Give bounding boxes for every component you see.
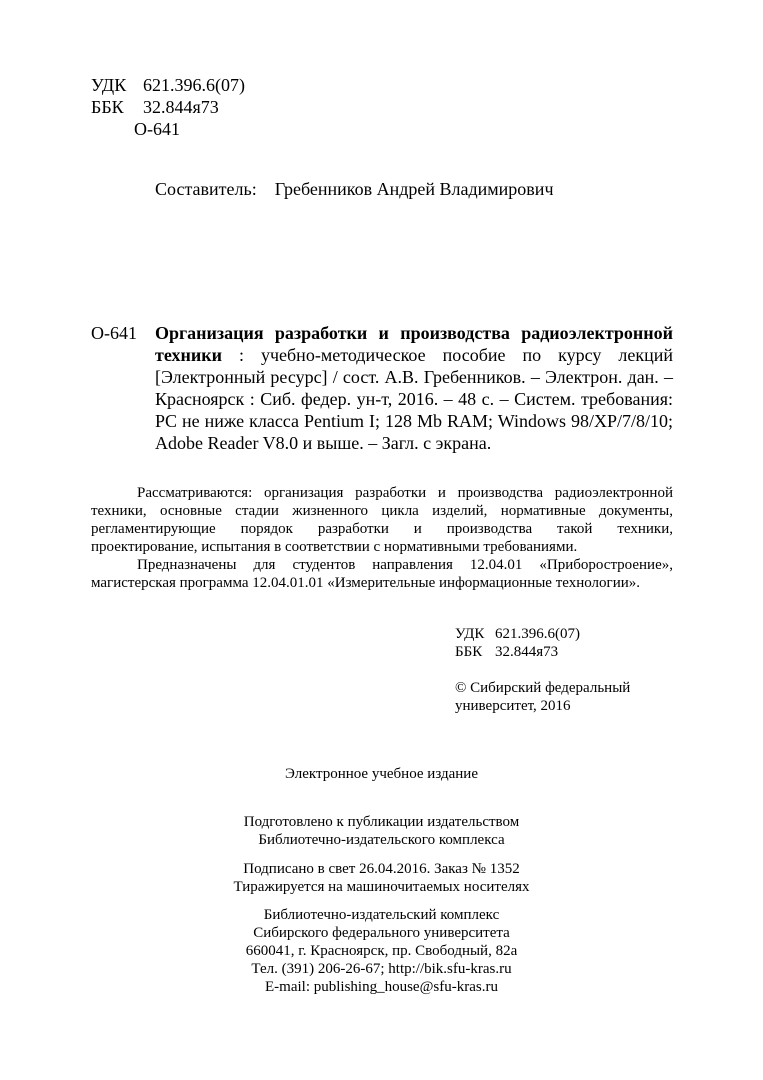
prepared-notice — [0, 813, 763, 849]
annotation-title-line — [155, 322, 673, 344]
bottom-udk-row — [455, 625, 580, 643]
signed-line-2: Тиражируется на машиночитаемых носителях — [233, 879, 530, 895]
summary-text — [91, 484, 673, 592]
compiler-line — [155, 178, 554, 200]
copyright-line-1: © Сибирский федеральный — [455, 680, 631, 696]
summary-p2-line: магистерская программа 12.04.01.01 «Измерительные информационные технологии». — [91, 575, 641, 591]
udk-value: 621.396.6(07) — [143, 75, 245, 95]
edition-type-text: Электронное учебное издание — [285, 766, 478, 782]
publisher-line-1: Библиотечно-издательский комплекс — [263, 907, 500, 923]
publisher-info — [0, 906, 763, 996]
annotation-line-1 — [155, 344, 673, 366]
summary-p1-line: техники, основные стадии жизненного цикла изделий, нормативные документы, — [91, 503, 673, 519]
publisher-line-2: Сибирского федерального университета — [253, 925, 510, 941]
annotation-line-5: Adobe Reader V8.0 и выше. – Загл. с экрана. — [155, 433, 492, 453]
signed-line-1: Подписано в свет 26.04.2016. Заказ № 1352 — [243, 861, 520, 877]
compiler-label: Составитель: — [155, 179, 257, 199]
copyright-notice — [455, 679, 630, 715]
author-mark: О-641 — [134, 119, 180, 139]
bottom-classification-codes — [455, 625, 580, 661]
signed-notice — [0, 860, 763, 896]
summary-p1-line: регламентирующие порядок разработки и производства такой техники, — [91, 521, 673, 537]
annotation-code: О-641 — [91, 323, 137, 343]
annotation-line-2: [Электронный ресурс] / сост. А.В. Гребенников. – Электрон. дан. – — [155, 367, 673, 387]
publisher-line-5: E-mail: publishing_house@sfu-kras.ru — [265, 979, 498, 995]
summary-p1-line: проектирование, испытания в соответствии с нормативными требованиями. — [91, 539, 578, 555]
prepared-line-2: Библиотечно-издательского комплекса — [258, 832, 505, 848]
author-mark-row — [91, 118, 245, 140]
bottom-bbk-label: ББК — [455, 644, 483, 660]
udk-label: УДК — [91, 75, 127, 95]
bottom-udk-value: 621.396.6(07) — [495, 626, 580, 642]
annotation-line-4: PC не ниже класса Pentium I; 128 Mb RAM; Windows 98/XP/7/8/10; — [155, 411, 673, 431]
annotation-line-3: Красноярск : Сиб. федер. ун-т, 2016. – 48 с. – Систем. требования: — [155, 389, 673, 409]
compiler-name: Гребенников Андрей Владимирович — [274, 179, 554, 199]
annotation-line-1-rest: : учебно-методическое пособие по курсу лекций — [221, 345, 673, 365]
bottom-bbk-value: 32.844я73 — [495, 644, 559, 660]
annotation-body — [155, 322, 673, 454]
bbk-label: ББК — [91, 97, 124, 117]
publisher-line-4: Тел. (391) 206-26-67; http://bik.sfu-kras.ru — [251, 961, 512, 977]
summary-p1-line: Рассматриваются: организация разработки и производства радиоэлектронной — [137, 485, 673, 501]
publisher-line-3: 660041, г. Красноярск, пр. Свободный, 82а — [245, 943, 518, 959]
bbk-value: 32.844я73 — [143, 97, 219, 117]
annotation-title-part2: техники — [155, 345, 222, 365]
annotation-title-part1: Организация разработки и производства радиоэлектронной — [155, 323, 673, 343]
edition-type — [0, 765, 763, 783]
bbk-row — [91, 96, 245, 118]
prepared-line-1: Подготовлено к публикации издательством — [243, 814, 520, 830]
top-classification-codes — [91, 74, 245, 140]
summary-p2-line: Предназначены для студентов направления 12.04.01 «Приборостроение», — [137, 557, 673, 573]
bottom-udk-label: УДК — [455, 626, 485, 642]
bibliographic-annotation — [91, 322, 673, 454]
bottom-bbk-row — [455, 643, 580, 661]
udk-row — [91, 74, 245, 96]
copyright-line-2: университет, 2016 — [455, 698, 571, 714]
